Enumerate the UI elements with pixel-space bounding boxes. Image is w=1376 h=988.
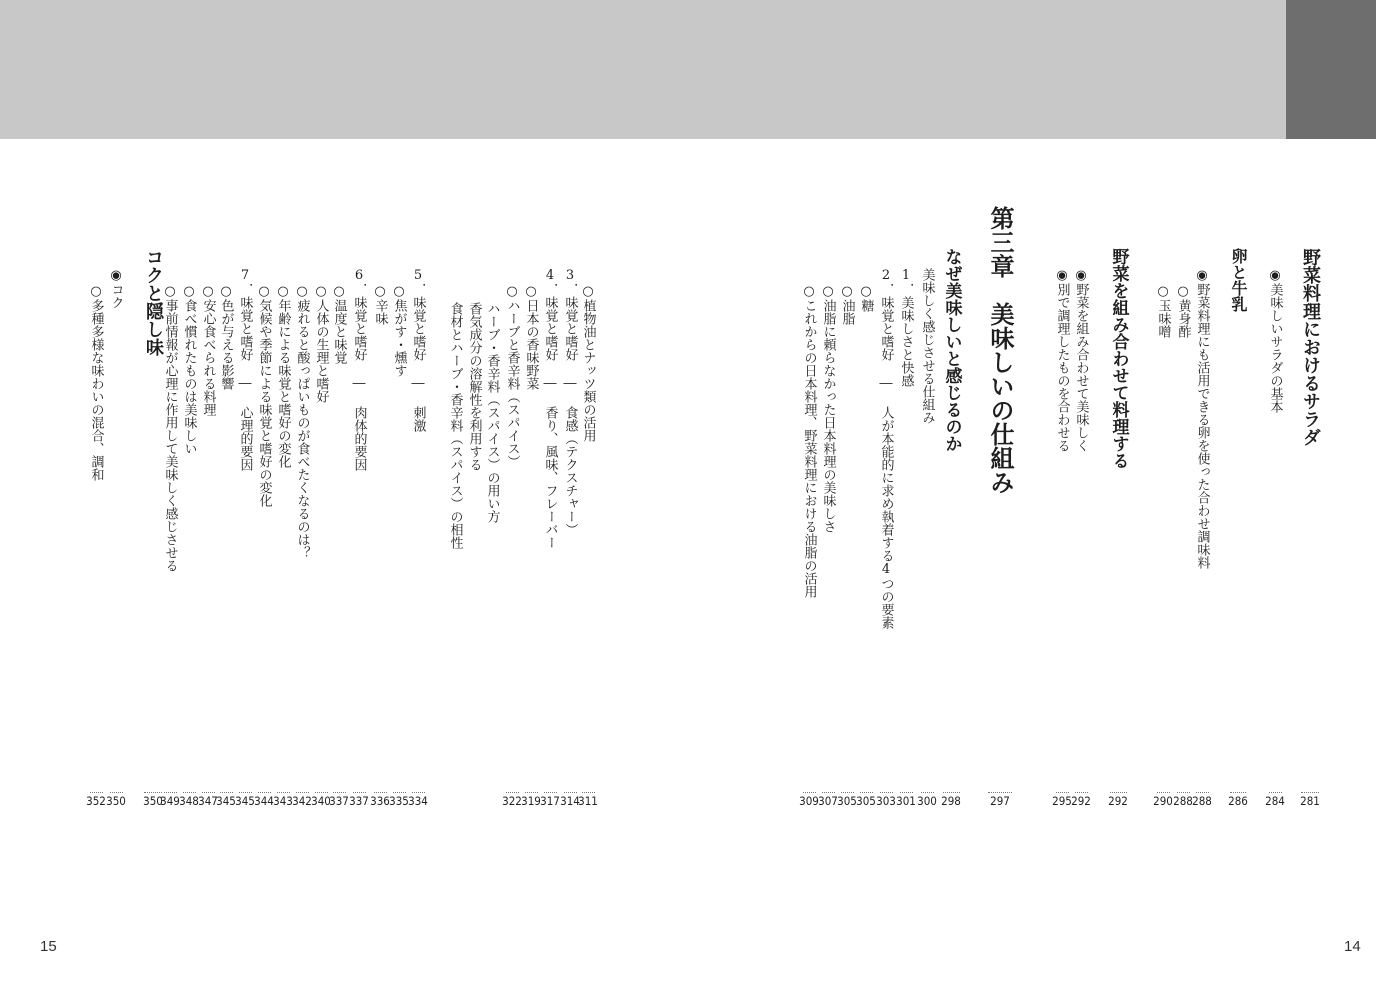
toc-entry-title: 野菜を組み合わせて料理する xyxy=(1108,248,1129,469)
page-number-right: 14 xyxy=(1344,938,1361,955)
toc-entry xyxy=(1196,268,1209,793)
toc-entry xyxy=(110,268,123,793)
toc-entry-title: ○油脂 xyxy=(839,284,855,325)
toc-entry xyxy=(860,284,873,793)
toc-entry xyxy=(183,284,196,793)
toc-entry xyxy=(90,284,103,793)
toc-entry xyxy=(1269,268,1282,793)
toc-entry-title: なぜ美味しいと感じるのか xyxy=(941,248,962,452)
toc-entry-title: ○食べ慣れたものは美味しい xyxy=(181,284,197,455)
toc-entry xyxy=(1056,268,1069,793)
toc-entry-title: 6．味覚と嗜好 ― 肉体的要因 xyxy=(351,268,367,471)
toc-page-number: 349 xyxy=(160,794,180,808)
toc-page-number: 317 xyxy=(540,794,560,808)
toc-page-number: 309 xyxy=(799,794,819,808)
toc-entry xyxy=(880,268,893,793)
thumb-index-tab xyxy=(1286,0,1376,139)
toc-entry-title: ハーブ・香辛料（スパイス）の用い方 xyxy=(484,302,500,523)
toc-entry xyxy=(564,268,577,793)
toc-entry xyxy=(1157,284,1170,793)
toc-page-number: 311 xyxy=(578,794,598,808)
toc-page-number: 322 xyxy=(502,794,522,808)
toc-page-number: 284 xyxy=(1265,794,1285,808)
toc-entry-title: ○糖 xyxy=(858,284,874,312)
toc-entry-title: 3．味覚と嗜好 ― 食感（テクスチャー） xyxy=(562,268,578,536)
toc-page-number: 345 xyxy=(216,794,236,808)
toc-entry xyxy=(374,284,387,793)
toc-entry-title: ◉野菜料理にも活用できる卵を使った合わせ調味料 xyxy=(1194,268,1210,569)
toc-entry-title: 2．味覚と嗜好 ― 人が本能的に求め執着する4つの要素 xyxy=(878,268,894,629)
toc-page-number: 319 xyxy=(521,794,541,808)
toc-entry-title: 美味しく感じさせる仕組み xyxy=(919,268,935,424)
toc-page-number: 305 xyxy=(837,794,857,808)
toc-page-number: 348 xyxy=(179,794,199,808)
toc-page-number: 352 xyxy=(86,794,106,808)
toc-entry-title: ○色が与える影響 xyxy=(218,284,234,390)
toc-entry-title: ○疲れると酸っぱいものが食べたくなるのは？ xyxy=(294,284,310,559)
toc-entry xyxy=(144,248,162,793)
toc-entry xyxy=(239,268,252,793)
toc-entry xyxy=(220,284,233,793)
toc-entry-title: ○玉味噌 xyxy=(1155,284,1171,338)
toc-entry-title: 卵と牛乳 xyxy=(1229,248,1248,312)
toc-page-number: 298 xyxy=(941,794,961,808)
toc-entry-title: 香気成分の溶解性を利用する xyxy=(466,302,482,471)
toc-entry-title: ○黄身酢 xyxy=(1175,284,1191,338)
toc-page-number: 336 xyxy=(370,794,390,808)
toc-entry xyxy=(1301,248,1319,793)
toc-entry xyxy=(943,248,960,793)
toc-entry-title: ○辛味 xyxy=(372,284,388,325)
toc-entry xyxy=(277,284,290,793)
toc-entry-title: ○多種多様な味わいの混合、調和 xyxy=(88,284,104,481)
toc-entry-title: ○人体の生理と嗜好 xyxy=(313,284,329,403)
toc-entry xyxy=(1110,248,1127,793)
toc-entry xyxy=(921,268,934,793)
toc-page-number: 344 xyxy=(254,794,274,808)
toc-page-number: 292 xyxy=(1071,794,1091,808)
toc-page-number: 288 xyxy=(1192,794,1212,808)
toc-page-number: 350 xyxy=(106,794,126,808)
toc-page-number: 337 xyxy=(349,794,369,808)
toc-page-number: 303 xyxy=(876,794,896,808)
toc-entry xyxy=(486,302,499,523)
toc-page-number: 342 xyxy=(292,794,312,808)
toc-entry xyxy=(258,284,271,793)
toc-entry xyxy=(353,268,366,793)
toc-entry xyxy=(164,284,177,793)
toc-page-number: 335 xyxy=(389,794,409,808)
toc-page-number: 301 xyxy=(896,794,916,808)
toc-page-number: 288 xyxy=(1173,794,1193,808)
toc-page-number: 281 xyxy=(1300,794,1320,808)
toc-entry-title: ○ハーブと香辛料（スパイス） xyxy=(504,284,520,468)
toc-entry-title: ○植物油とナッツ類の活用 xyxy=(580,284,596,442)
toc-page-number: 350 xyxy=(143,794,163,808)
toc-entry-title: ◉別で調理したものを合わせる xyxy=(1054,268,1070,452)
toc-entry-title: コクと隠し味 xyxy=(143,248,164,356)
toc-page-number: 286 xyxy=(1228,794,1248,808)
toc-entry-title: 7．味覚と嗜好 ― 心理的要因 xyxy=(237,268,253,471)
toc-entry xyxy=(1230,248,1246,793)
toc-entry xyxy=(822,284,835,793)
toc-page-number: 295 xyxy=(1052,794,1072,808)
toc-page-number: 347 xyxy=(198,794,218,808)
toc-page-number: 343 xyxy=(273,794,293,808)
toc-page-number: 334 xyxy=(408,794,428,808)
toc-entry-title: 4．味覚と嗜好 ― 香り、風味、フレーバー xyxy=(542,268,558,549)
toc-entry xyxy=(202,284,215,793)
toc-entry xyxy=(315,284,328,793)
toc-entry-title: ○事前情報が心理に作用して美味しく感じさせる xyxy=(162,284,178,572)
toc-entry xyxy=(986,206,1015,793)
toc-entry-title: ◉野菜を組み合わせて美味しく xyxy=(1073,268,1089,452)
toc-entry-title: ○油脂に頼らなかった日本料理の美味しさ xyxy=(820,284,836,533)
toc-entry xyxy=(1177,284,1190,793)
toc-entry xyxy=(544,268,557,793)
toc-entry xyxy=(506,284,519,793)
toc-entry-title: ◉コク xyxy=(108,268,124,309)
toc-entry-title: 食材とハーブ・香辛料（スパイス）の相性 xyxy=(447,302,463,549)
toc-entry-title: ○安心食べられる料理 xyxy=(200,284,216,416)
toc-entry xyxy=(468,302,481,471)
toc-page-number: 307 xyxy=(818,794,838,808)
toc-entry-title: 野菜料理におけるサラダ xyxy=(1300,248,1321,446)
header-band xyxy=(0,0,1376,139)
toc-page-number: 305 xyxy=(856,794,876,808)
toc-entry-title: 5．味覚と嗜好 ― 刺激 xyxy=(410,268,426,432)
toc-entry xyxy=(449,302,462,549)
toc-entry-title: ○温度と味覚 xyxy=(331,284,347,364)
toc-page-number: 300 xyxy=(917,794,937,808)
toc-entry xyxy=(900,268,913,793)
toc-entry xyxy=(1075,268,1088,793)
toc-entry xyxy=(525,284,538,793)
toc-entry-title: 1．美味しさと快感 xyxy=(898,268,914,387)
toc-page-number: 345 xyxy=(235,794,255,808)
toc-entry xyxy=(412,268,425,793)
toc-page-number: 292 xyxy=(1108,794,1128,808)
toc-entry-title: ◉美味しいサラダの基本 xyxy=(1267,268,1283,413)
toc-entry xyxy=(333,284,346,793)
toc-page-number: 297 xyxy=(990,794,1010,808)
toc-entry xyxy=(296,284,309,793)
toc-entry-title: ○焦がす・燻す xyxy=(391,284,407,377)
toc-entry xyxy=(841,284,854,793)
toc-page-number: 314 xyxy=(560,794,580,808)
toc-entry xyxy=(803,284,816,793)
toc-entry xyxy=(582,284,595,793)
toc-entry-title: ○日本の香味野菜 xyxy=(523,284,539,390)
toc-entry-title: ○気候や季節による味覚と嗜好の変化 xyxy=(256,284,272,507)
toc-page-number: 337 xyxy=(329,794,349,808)
toc-entry-title: ○年齢による味覚と嗜好の変化 xyxy=(275,284,291,468)
toc-page-number: 290 xyxy=(1153,794,1173,808)
toc-entry xyxy=(393,284,406,793)
toc-entry-title: 第三章 美味しいの仕組み xyxy=(986,206,1015,494)
toc-page-number: 340 xyxy=(311,794,331,808)
toc-entry-title: ○これからの日本料理、野菜料理における油脂の活用 xyxy=(801,284,817,598)
page-number-left: 15 xyxy=(40,938,57,955)
